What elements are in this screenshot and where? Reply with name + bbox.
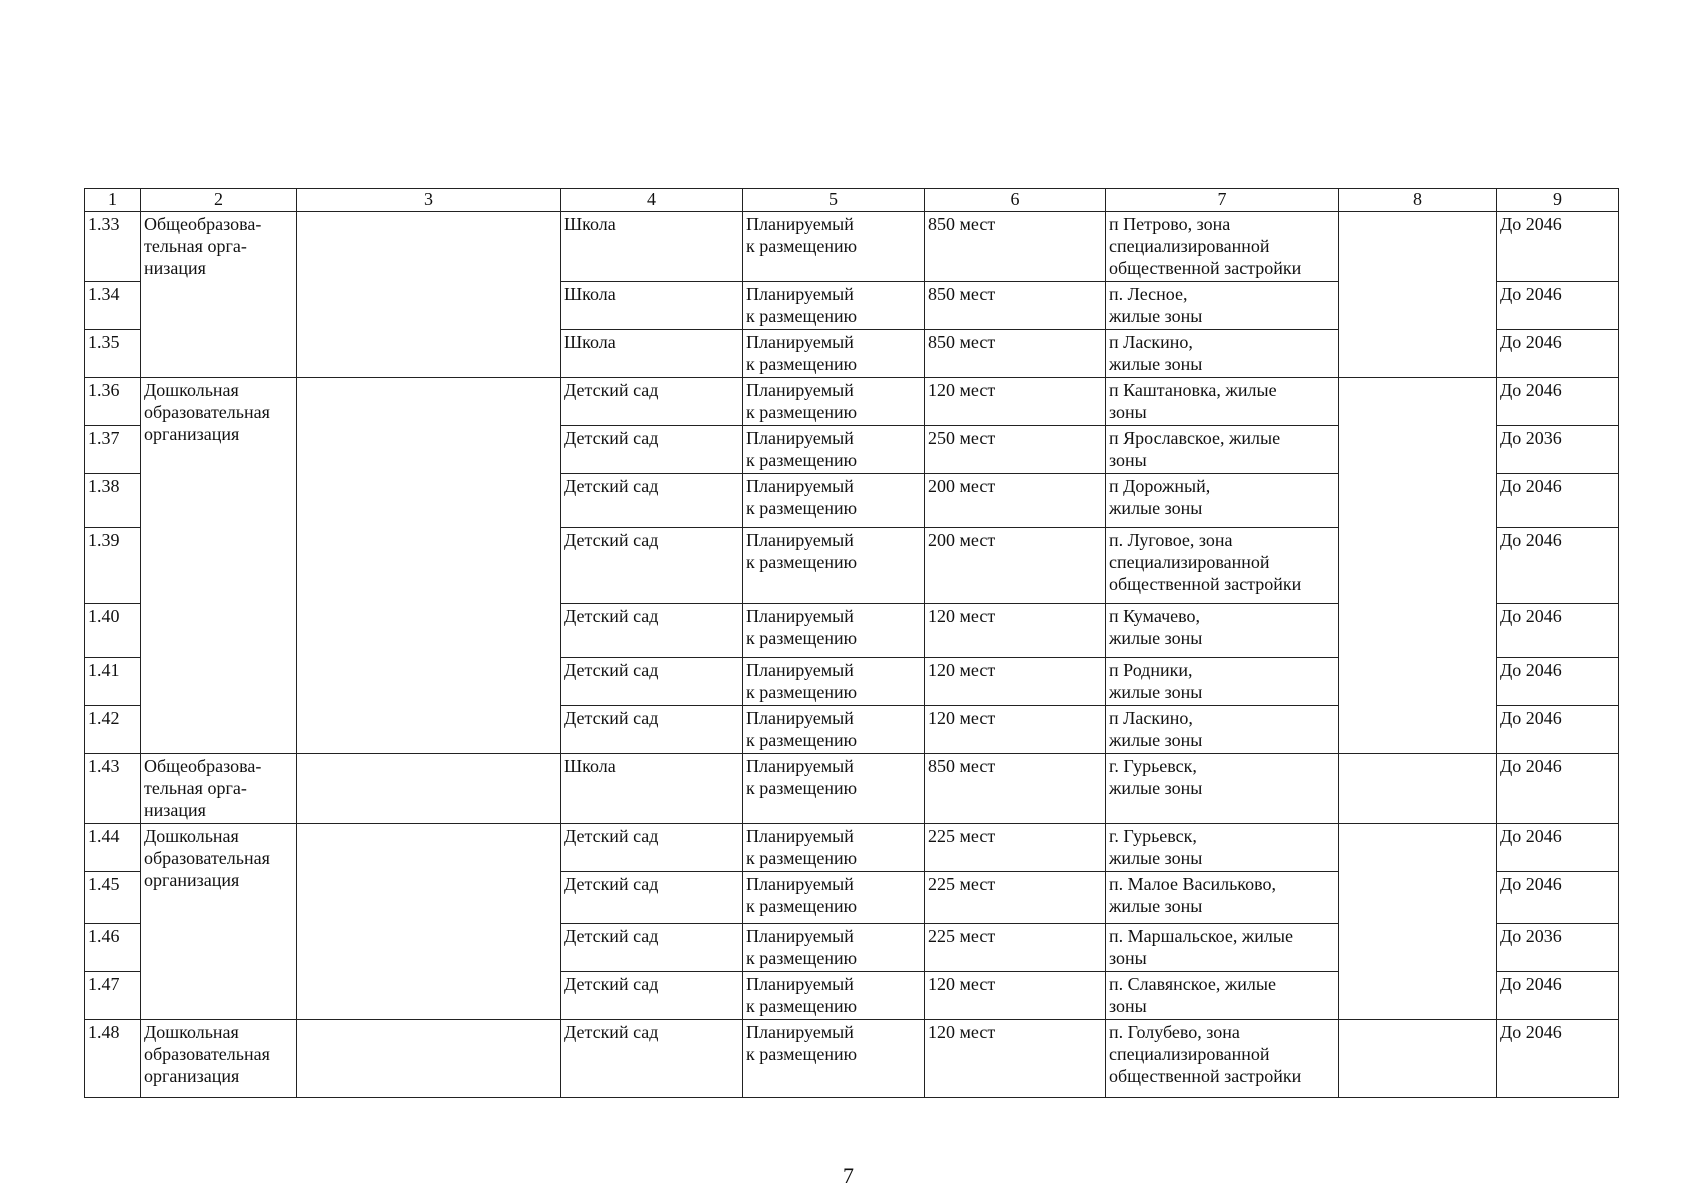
completion-term: До 2046	[1497, 378, 1619, 426]
row-number: 1.45	[85, 872, 141, 924]
object-status: Планируемый к размещению	[743, 872, 925, 924]
table-row	[85, 378, 1619, 426]
header-col-8: 8	[1339, 189, 1497, 212]
object-location: п Петрово, зона специализированной общественной застройки	[1106, 212, 1339, 282]
object-capacity: 850 мест	[925, 330, 1106, 378]
object-status: Планируемый к размещению	[743, 474, 925, 528]
object-status: Планируемый к размещению	[743, 658, 925, 706]
object-location: п. Славянское, жилые зоны	[1106, 972, 1339, 1020]
completion-term: До 2046	[1497, 658, 1619, 706]
object-type: Детский сад	[561, 426, 743, 474]
object-status: Планируемый к размещению	[743, 706, 925, 754]
row-number: 1.39	[85, 528, 141, 604]
col-8-cell	[1339, 1020, 1497, 1098]
completion-term: До 2036	[1497, 426, 1619, 474]
object-type: Детский сад	[561, 474, 743, 528]
object-type: Детский сад	[561, 658, 743, 706]
object-status: Планируемый к размещению	[743, 1020, 925, 1098]
header-col-2: 2	[141, 189, 297, 212]
object-type: Детский сад	[561, 378, 743, 426]
row-number: 1.40	[85, 604, 141, 658]
object-status: Планируемый к размещению	[743, 378, 925, 426]
object-capacity: 225 мест	[925, 924, 1106, 972]
object-type: Детский сад	[561, 706, 743, 754]
completion-term: До 2046	[1497, 604, 1619, 658]
object-type: Школа	[561, 282, 743, 330]
header-col-4: 4	[561, 189, 743, 212]
completion-term: До 2046	[1497, 212, 1619, 282]
object-type: Школа	[561, 330, 743, 378]
row-number: 1.43	[85, 754, 141, 824]
object-location: г. Гурьевск, жилые зоны	[1106, 824, 1339, 872]
object-location: п. Лесное, жилые зоны	[1106, 282, 1339, 330]
row-number: 1.47	[85, 972, 141, 1020]
header-col-1: 1	[85, 189, 141, 212]
object-location: п Кумачево, жилые зоны	[1106, 604, 1339, 658]
object-location: п. Луговое, зона специализированной общественной застройки	[1106, 528, 1339, 604]
object-capacity: 120 мест	[925, 706, 1106, 754]
row-number: 1.48	[85, 1020, 141, 1098]
completion-term: До 2046	[1497, 972, 1619, 1020]
object-location: г. Гурьевск, жилые зоны	[1106, 754, 1339, 824]
object-capacity: 120 мест	[925, 604, 1106, 658]
table-row	[85, 212, 1619, 282]
object-capacity: 120 мест	[925, 378, 1106, 426]
completion-term: До 2046	[1497, 824, 1619, 872]
header-col-3: 3	[297, 189, 561, 212]
object-location: п. Маршальское, жилые зоны	[1106, 924, 1339, 972]
object-location: п Ярославское, жилые зоны	[1106, 426, 1339, 474]
object-capacity: 850 мест	[925, 282, 1106, 330]
row-number: 1.38	[85, 474, 141, 528]
object-capacity: 120 мест	[925, 972, 1106, 1020]
completion-term: До 2046	[1497, 330, 1619, 378]
col-8-cell	[1339, 754, 1497, 824]
object-capacity: 120 мест	[925, 1020, 1106, 1098]
completion-term: До 2046	[1497, 282, 1619, 330]
row-number: 1.46	[85, 924, 141, 972]
object-status: Планируемый к размещению	[743, 282, 925, 330]
object-capacity: 250 мест	[925, 426, 1106, 474]
header-col-7: 7	[1106, 189, 1339, 212]
header-row	[85, 189, 1619, 212]
object-location: п Ласкино, жилые зоны	[1106, 706, 1339, 754]
completion-term: До 2046	[1497, 528, 1619, 604]
completion-term: До 2046	[1497, 706, 1619, 754]
col-8-cell	[1339, 824, 1497, 1020]
table-body	[85, 212, 1619, 1098]
object-category: Общеобразова- тельная орга- низация	[141, 212, 297, 378]
object-type: Детский сад	[561, 872, 743, 924]
object-type: Детский сад	[561, 1020, 743, 1098]
row-number: 1.41	[85, 658, 141, 706]
table-row	[85, 824, 1619, 872]
object-type: Школа	[561, 212, 743, 282]
row-number: 1.35	[85, 330, 141, 378]
object-capacity: 200 мест	[925, 474, 1106, 528]
header-col-9: 9	[1497, 189, 1619, 212]
object-status: Планируемый к размещению	[743, 754, 925, 824]
table-row	[85, 754, 1619, 824]
object-status: Планируемый к размещению	[743, 972, 925, 1020]
object-location: п Родники, жилые зоны	[1106, 658, 1339, 706]
object-type: Детский сад	[561, 824, 743, 872]
row-number: 1.33	[85, 212, 141, 282]
object-type: Школа	[561, 754, 743, 824]
object-type: Детский сад	[561, 528, 743, 604]
col-8-cell	[1339, 378, 1497, 754]
object-location: п Дорожный, жилые зоны	[1106, 474, 1339, 528]
row-number: 1.44	[85, 824, 141, 872]
object-category: Дошкольная образовательная организация	[141, 378, 297, 754]
object-capacity: 225 мест	[925, 872, 1106, 924]
completion-term: До 2046	[1497, 1020, 1619, 1098]
col-3-cell	[297, 1020, 561, 1098]
object-status: Планируемый к размещению	[743, 528, 925, 604]
object-status: Планируемый к размещению	[743, 426, 925, 474]
col-3-cell	[297, 212, 561, 378]
row-number: 1.37	[85, 426, 141, 474]
completion-term: До 2046	[1497, 474, 1619, 528]
table-row	[85, 1020, 1619, 1098]
object-type: Детский сад	[561, 924, 743, 972]
object-capacity: 225 мест	[925, 824, 1106, 872]
completion-term: До 2046	[1497, 754, 1619, 824]
col-3-cell	[297, 378, 561, 754]
object-location: п Ласкино, жилые зоны	[1106, 330, 1339, 378]
row-number: 1.34	[85, 282, 141, 330]
object-status: Планируемый к размещению	[743, 212, 925, 282]
header-col-6: 6	[925, 189, 1106, 212]
object-capacity: 200 мест	[925, 528, 1106, 604]
object-category: Дошкольная образовательная организация	[141, 1020, 297, 1098]
completion-term: До 2036	[1497, 924, 1619, 972]
object-type: Детский сад	[561, 972, 743, 1020]
object-location: п Каштановка, жилые зоны	[1106, 378, 1339, 426]
object-category: Дошкольная образовательная организация	[141, 824, 297, 1020]
row-number: 1.42	[85, 706, 141, 754]
page-number: 7	[843, 1163, 854, 1188]
col-3-cell	[297, 754, 561, 824]
col-3-cell	[297, 824, 561, 1020]
header-col-5: 5	[743, 189, 925, 212]
object-type: Детский сад	[561, 604, 743, 658]
object-capacity: 120 мест	[925, 658, 1106, 706]
completion-term: До 2046	[1497, 872, 1619, 924]
object-status: Планируемый к размещению	[743, 604, 925, 658]
object-status: Планируемый к размещению	[743, 330, 925, 378]
object-location: п. Малое Васильково, жилые зоны	[1106, 872, 1339, 924]
object-status: Планируемый к размещению	[743, 924, 925, 972]
col-8-cell	[1339, 212, 1497, 378]
planned-objects-table	[84, 188, 1619, 1098]
object-capacity: 850 мест	[925, 754, 1106, 824]
object-status: Планируемый к размещению	[743, 824, 925, 872]
row-number: 1.36	[85, 378, 141, 426]
object-category: Общеобразова- тельная орга- низация	[141, 754, 297, 824]
object-capacity: 850 мест	[925, 212, 1106, 282]
object-location: п. Голубево, зона специализированной общественной застройки	[1106, 1020, 1339, 1098]
